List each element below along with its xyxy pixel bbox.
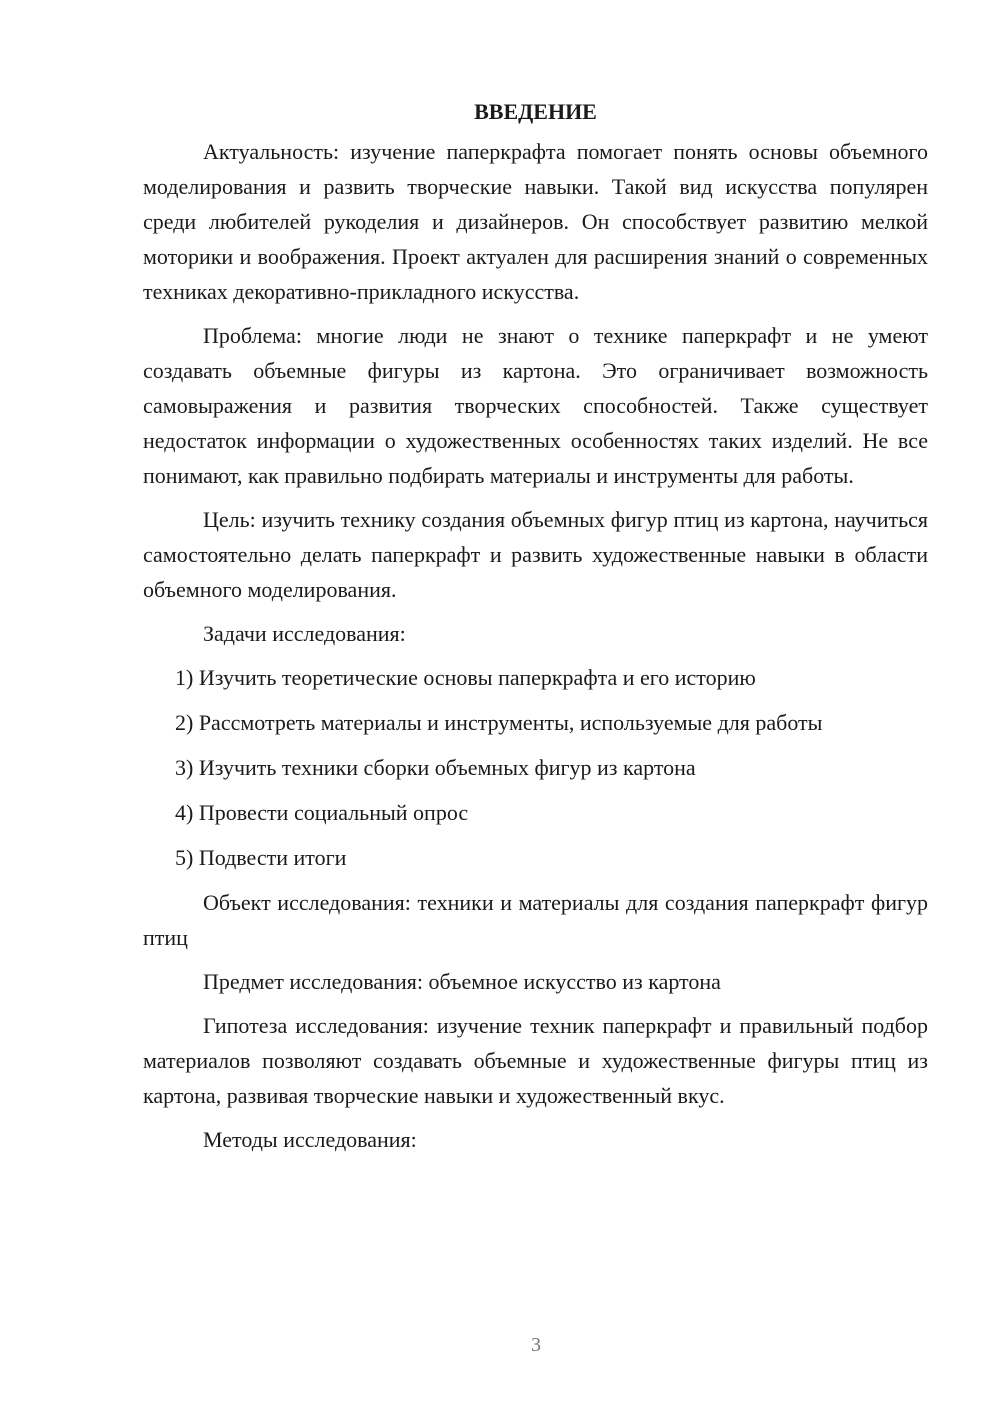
list-item: 2) Рассмотреть материалы и инструменты, используемые для работы [175,710,823,735]
list-item: 3) Изучить техники сборки объемных фигур из картона [175,755,696,780]
tasks-list [143,660,928,875]
page-content [143,94,928,1166]
relevance-paragraph: Актуальность: изучение паперкрафта помогает понять основы объемного моделирования и развить творческие навыки. Такой вид искусства популярен среди любителей рукоделия и дизайнеров. Он способствует развитию мелкой моторики и воображения. Проект актуален для расширения знаний о современных техниках декоративно-прикладного искусства. [143,139,928,304]
hypothesis-paragraph: Гипотеза исследования: изучение техник паперкрафт и правильный подбор материалов позволяют создавать объемные и художественные фигуры птиц из картона, развивая творческие навыки и художественный вкус. [143,1013,928,1108]
list-item: 4) Провести социальный опрос [175,800,469,825]
object-paragraph: Объект исследования: техники и материалы для создания паперкрафт фигур птиц [143,890,928,950]
page-title: ВВЕДЕНИЕ [474,99,597,124]
list-item: 5) Подвести итоги [175,845,347,870]
goal-paragraph: Цель: изучить технику создания объемных фигур птиц из картона, научиться самостоятельно делать паперкрафт и развить художественные навыки в области объемного моделирования. [143,507,928,602]
page-number: 3 [531,1334,541,1356]
problem-paragraph: Проблема: многие люди не знают о технике паперкрафт и не умеют создавать объемные фигуры из картона. Это ограничивает возможность самовыражения и развития творческих способностей. Также существует недостаток информации о художественных особенностях таких изделий. Не все понимают, как правильно подбирать материалы и инструменты для работы. [143,323,928,488]
tasks-heading: Задачи исследования: [203,621,406,646]
list-item: 1) Изучить теоретические основы паперкрафта и его историю [175,665,756,690]
subject-paragraph: Предмет исследования: объемное искусство из картона [203,969,721,994]
methods-heading: Методы исследования: [203,1127,417,1152]
